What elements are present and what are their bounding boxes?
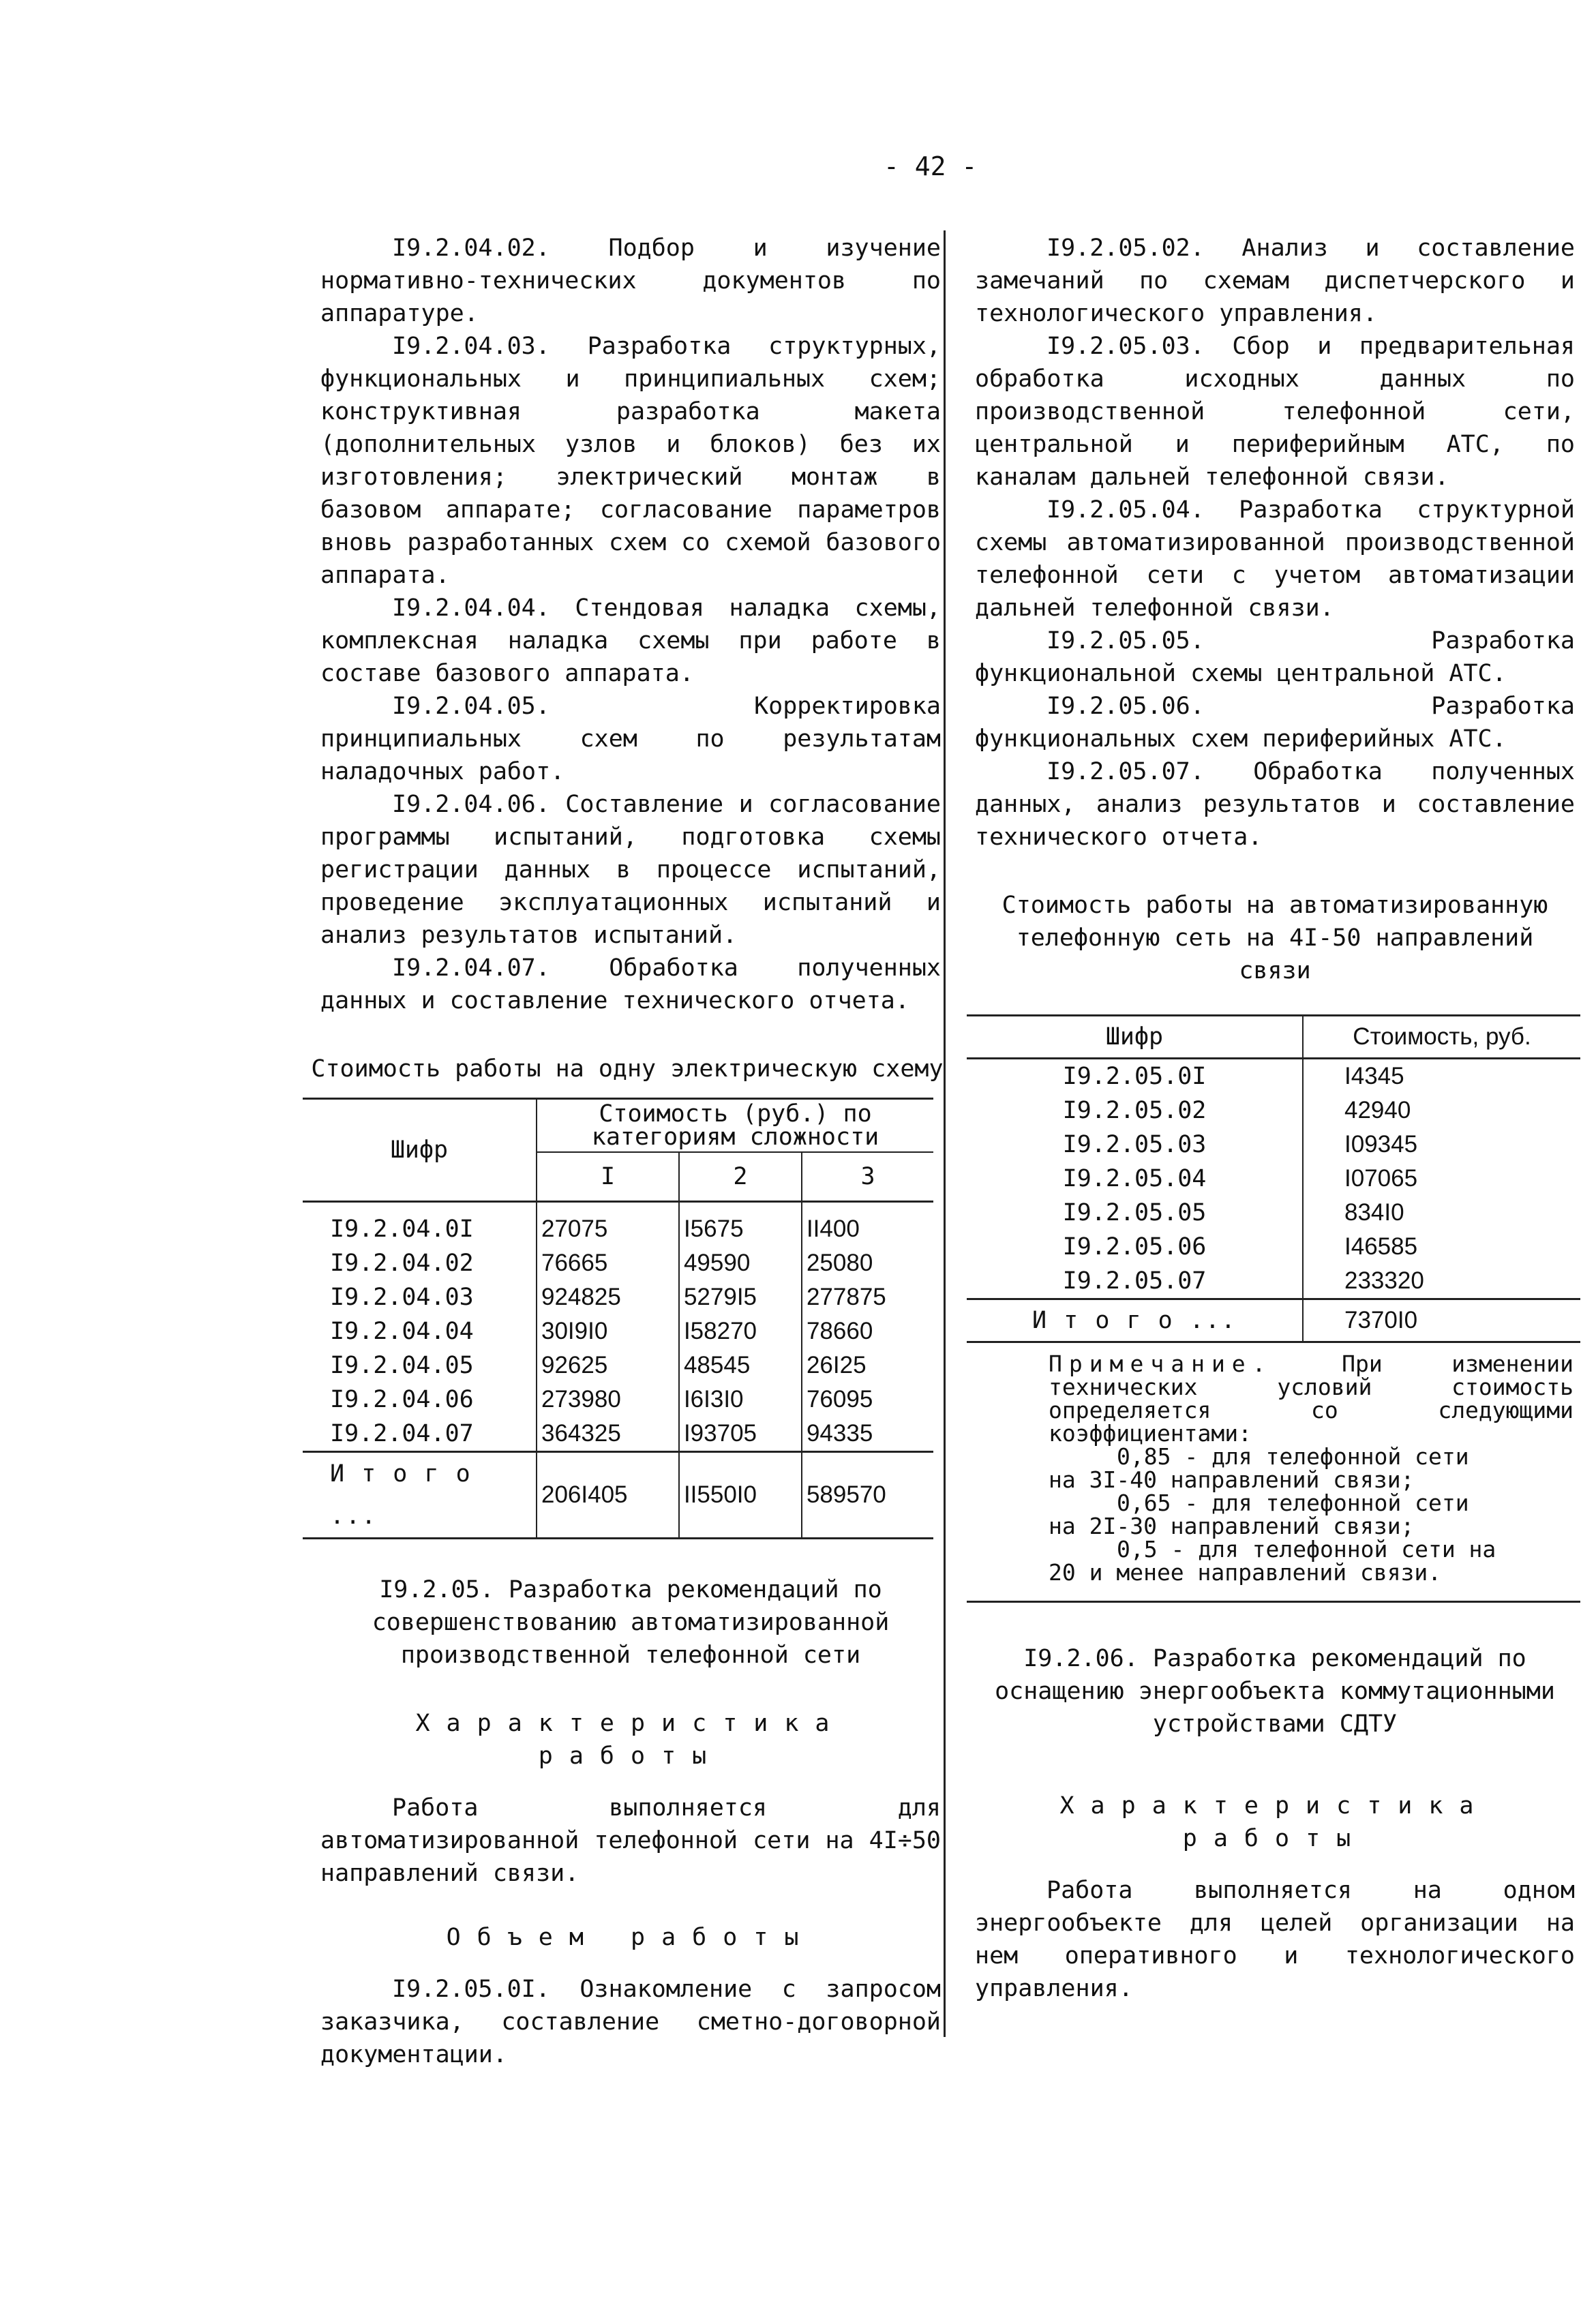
work-item: I9.2.04.03. Разработка структурных, функциональных и принципиальных схем; конструктивная разработка макета (дополнительных узлов и блоков) без их изготовления; электрический монтаж в базовом аппарате; согласование параметров вновь разработанных схем со схемой базового аппарата. [320, 333, 941, 589]
value-cell: 76665 [537, 1246, 679, 1280]
note-line: 0,65 - для телефонной сети [1117, 1490, 1469, 1516]
col-header-cost: Стоимость, руб. [1303, 1016, 1580, 1059]
code-cell: I9.2.04.02 [330, 1250, 474, 1277]
value-cell: I07065 [1303, 1162, 1580, 1196]
total-label: И т о г о ... [303, 1452, 537, 1539]
note-line: 20 и менее направлений связи. [1049, 1559, 1442, 1586]
note-line: на 3I-40 направлений связи; [1049, 1466, 1415, 1493]
volume-heading: Объем работы [446, 1924, 815, 1951]
note-line: 0,5 - для телефонной сети на [1117, 1536, 1496, 1563]
col-header-cost: Стоимость (руб.) по категориям сложности [537, 1099, 933, 1153]
code-cell: I9.2.04.0I [330, 1216, 474, 1243]
value-cell: I46585 [1303, 1230, 1580, 1264]
work-item: I9.2.05.02. Анализ и составление замечаний по схемам диспетчерского и технологического управления. [975, 235, 1575, 327]
value-cell: II400 [802, 1202, 933, 1247]
table-total-row [967, 1299, 1580, 1342]
code-cell: I9.2.04.05 [330, 1352, 474, 1379]
col-header-category: 3 [802, 1152, 933, 1202]
left-column [311, 232, 944, 2071]
value-cell: I93705 [679, 1417, 802, 1452]
code-cell: I9.2.04.03 [330, 1284, 474, 1311]
table-row [967, 1264, 1580, 1299]
col-header-code: Шифр [303, 1099, 537, 1202]
value-cell: 48545 [679, 1348, 802, 1383]
table-row [303, 1314, 933, 1348]
value-cell: 273980 [537, 1383, 679, 1417]
total-label: И т о г о ... [967, 1299, 1303, 1342]
cost-table-network [967, 1014, 1580, 1343]
code-cell: I9.2.05.06 [1062, 1233, 1207, 1261]
page-number: - 42 - [884, 151, 978, 181]
table-row [967, 1128, 1580, 1162]
value-cell: 924825 [537, 1280, 679, 1314]
code-cell: I9.2.05.02 [1062, 1097, 1207, 1124]
total-cell: 7370I0 [1303, 1299, 1580, 1342]
code-cell: I9.2.04.06 [330, 1386, 474, 1413]
code-cell: I9.2.05.03 [1062, 1131, 1207, 1158]
total-cell: 589570 [802, 1452, 933, 1539]
table-row [303, 1280, 933, 1314]
table-row [303, 1348, 933, 1383]
col-header-category: I [537, 1152, 679, 1202]
note-text: При изменении технических условий стоимость определяется со следующими коэффициентами: [1049, 1350, 1574, 1447]
work-item: I9.2.04.05. Корректировка принципиальных схем по результатам наладочных работ. [320, 693, 941, 785]
table-row [967, 1162, 1580, 1196]
work-item: I9.2.04.07. Обработка полученных данных и составление технического отчета. [320, 954, 941, 1014]
value-cell: 26I25 [802, 1348, 933, 1383]
total-cell: 206I405 [537, 1452, 679, 1539]
work-item: I9.2.05.03. Сбор и предварительная обработка исходных данных по производственной телефонной сети, центральной и периферийным АТС, по каналам дальней телефонной связи. [975, 333, 1575, 491]
value-cell: 49590 [679, 1246, 802, 1280]
note-line: на 2I-30 направлений связи; [1049, 1513, 1415, 1539]
work-item: I9.2.04.06. Составление и согласование программы испытаний, подготовка схемы регистрации данных в процессе испытаний, проведение эксплуатационных испытаний и анализ результатов испытаний. [320, 791, 941, 949]
characteristic-heading: Характеристика работы [415, 1710, 846, 1770]
code-cell: I9.2.05.0I [1062, 1063, 1207, 1090]
table-row [967, 1059, 1580, 1094]
characteristic-text: Работа выполняется на одном энергообъекте для целей организации на нем оперативного и технологического управления. [975, 1877, 1575, 2002]
code-cell: I9.2.04.07 [330, 1420, 474, 1447]
value-cell: I58270 [679, 1314, 802, 1348]
value-cell: 5279I5 [679, 1280, 802, 1314]
cost-table-schemes [303, 1098, 933, 1539]
value-cell: I6I3I0 [679, 1383, 802, 1417]
value-cell: 27075 [537, 1202, 679, 1247]
value-cell: 94335 [802, 1417, 933, 1452]
work-item: I9.2.05.05. Разработка функциональной схемы центральной АТС. [975, 627, 1575, 687]
work-item: I9.2.05.0I. Ознакомление с запросом заказчика, составление сметно-договорной документации. [320, 1976, 941, 2068]
note-line: 0,85 - для телефонной сети [1117, 1443, 1469, 1470]
table-row [967, 1196, 1580, 1230]
table-total-row [303, 1452, 933, 1539]
work-item: I9.2.05.06. Разработка функциональных схем периферийных АТС. [975, 693, 1575, 753]
value-cell: 92625 [537, 1348, 679, 1383]
table-caption: Стоимость работы на одну электрическую схему [311, 1055, 944, 1083]
section-title: I9.2.06. Разработка рекомендаций по оснащению энергообъекта коммутационными устройствами СДТУ [995, 1645, 1555, 1738]
value-cell: 25080 [802, 1246, 933, 1280]
table-caption: Стоимость работы на автоматизированную телефонную сеть на 4I-50 направлений связи [1002, 892, 1548, 984]
value-cell: 30I9I0 [537, 1314, 679, 1348]
value-cell: 76095 [802, 1383, 933, 1417]
value-cell: 364325 [537, 1417, 679, 1452]
value-cell: I4345 [1303, 1059, 1580, 1094]
table-row [303, 1417, 933, 1452]
work-item: I9.2.05.07. Обработка полученных данных, анализ результатов и составление технического отчета. [975, 758, 1575, 851]
code-cell: I9.2.05.07 [1062, 1267, 1207, 1295]
total-cell: II550I0 [679, 1452, 802, 1539]
code-cell: I9.2.05.05 [1062, 1199, 1207, 1226]
column-divider [944, 230, 946, 2037]
value-cell: 42940 [1303, 1093, 1580, 1128]
table-row [303, 1246, 933, 1280]
value-cell: I5675 [679, 1202, 802, 1247]
value-cell: 78660 [802, 1314, 933, 1348]
note-lead: Примечание. [1049, 1350, 1273, 1377]
value-cell: 834I0 [1303, 1196, 1580, 1230]
table-row [967, 1093, 1580, 1128]
note-block [967, 1343, 1580, 1603]
right-column [975, 232, 1575, 2005]
section-title: I9.2.05. Разработка рекомендаций по совершенствованию автоматизированной производственной телефонной сети [372, 1576, 890, 1669]
code-cell: I9.2.04.04 [330, 1318, 474, 1345]
value-cell: 233320 [1303, 1264, 1580, 1299]
characteristic-text: Работа выполняется для автоматизированной телефонной сети на 4I÷50 направлений связи. [320, 1794, 941, 1887]
table-row [303, 1202, 933, 1247]
col-header-code: Шифр [967, 1016, 1303, 1059]
work-item: I9.2.04.04. Стендовая наладка схемы, комплексная наладка схемы при работе в составе базового аппарата. [320, 594, 941, 687]
value-cell: 277875 [802, 1280, 933, 1314]
characteristic-heading: Характеристика работы [1059, 1792, 1490, 1852]
value-cell: I09345 [1303, 1128, 1580, 1162]
table-row [303, 1383, 933, 1417]
code-cell: I9.2.05.04 [1062, 1165, 1207, 1192]
col-header-category: 2 [679, 1152, 802, 1202]
table-row [967, 1230, 1580, 1264]
work-item: I9.2.05.04. Разработка структурной схемы автоматизированной производственной телефонной сети с учетом автоматизации дальней телефонной связи. [975, 496, 1575, 622]
work-item: I9.2.04.02. Подбор и изучение нормативно-технических документов по аппаратуре. [320, 235, 941, 327]
